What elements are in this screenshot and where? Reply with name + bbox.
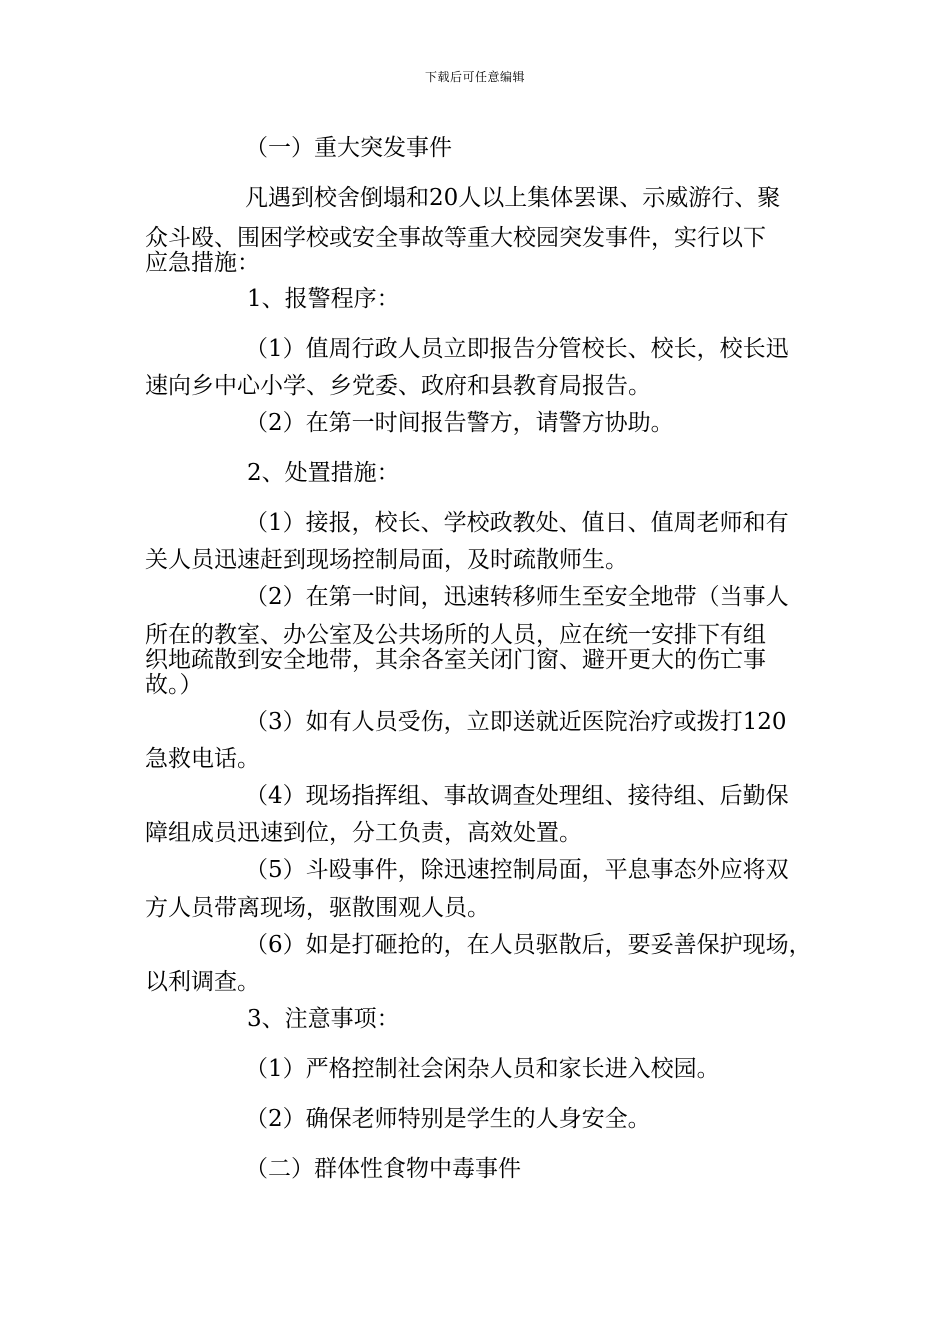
paragraph-line: 障组成员迅速到位，分工负责，高效处置。 (145, 820, 582, 846)
paragraph-line: 急救电话。 (145, 746, 260, 772)
paragraph-line: （3）如有人员受伤，立即送就近医院治疗或拨打120 (245, 709, 787, 735)
paragraph-line: 应急措施： (145, 250, 260, 276)
paragraph-line: 方人员带离现场，驱散围观人员。 (145, 895, 490, 921)
paragraph-line: （4）现场指挥组、事故调查处理组、接待组、后勤保 (245, 783, 789, 809)
paragraph-line: 故。） (145, 672, 203, 698)
paragraph-line: 织地疏散到安全地带，其余各室关闭门窗、避开更大的伤亡事 (145, 647, 766, 673)
paragraph-line: （2）在第一时间，迅速转移师生至安全地带（当事人 (245, 584, 789, 610)
page-header: 下载后可任意编辑 (424, 70, 525, 84)
subsection-heading: 3、注意事项： (247, 1006, 400, 1032)
subsection-heading: 2、处置措施： (247, 460, 400, 486)
paragraph-line: （2）确保老师特别是学生的人身安全。 (245, 1106, 651, 1132)
paragraph-line: 关人员迅速赶到现场控制局面，及时疏散师生。 (145, 547, 628, 573)
paragraph-line: （2）在第一时间报告警方，请警方协助。 (245, 410, 674, 436)
section-heading-2: （二）群体性食物中毒事件 (245, 1156, 521, 1182)
paragraph-line: （1）接报，校长、学校政教处、值日、值周老师和有 (245, 510, 789, 536)
paragraph-line: （1）严格控制社会闲杂人员和家长进入校园。 (245, 1056, 720, 1082)
paragraph-line: 众斗殴、围困学校或安全事故等重大校园突发事件，实行以下 (145, 225, 766, 251)
paragraph-line: （6）如是打砸抢的，在人员驱散后，要妥善保护现场， (245, 932, 812, 958)
paragraph-line: （5）斗殴事件，除迅速控制局面，平息事态外应将双 (245, 857, 789, 883)
section-heading-1: （一）重大突发事件 (245, 135, 452, 161)
paragraph-line: 所在的教室、办公室及公共场所的人员，应在统一安排下有组 (145, 622, 766, 648)
paragraph-line: 速向乡中心小学、乡党委、政府和县教育局报告。 (145, 373, 651, 399)
subsection-heading: 1、报警程序： (247, 286, 400, 312)
paragraph-line: （1）值周行政人员立即报告分管校长、校长，校长迅 (245, 336, 789, 362)
paragraph-line: 凡遇到校舍倒塌和20人以上集体罢课、示威游行、聚 (245, 185, 781, 211)
paragraph-line: 以利调查。 (145, 969, 260, 995)
